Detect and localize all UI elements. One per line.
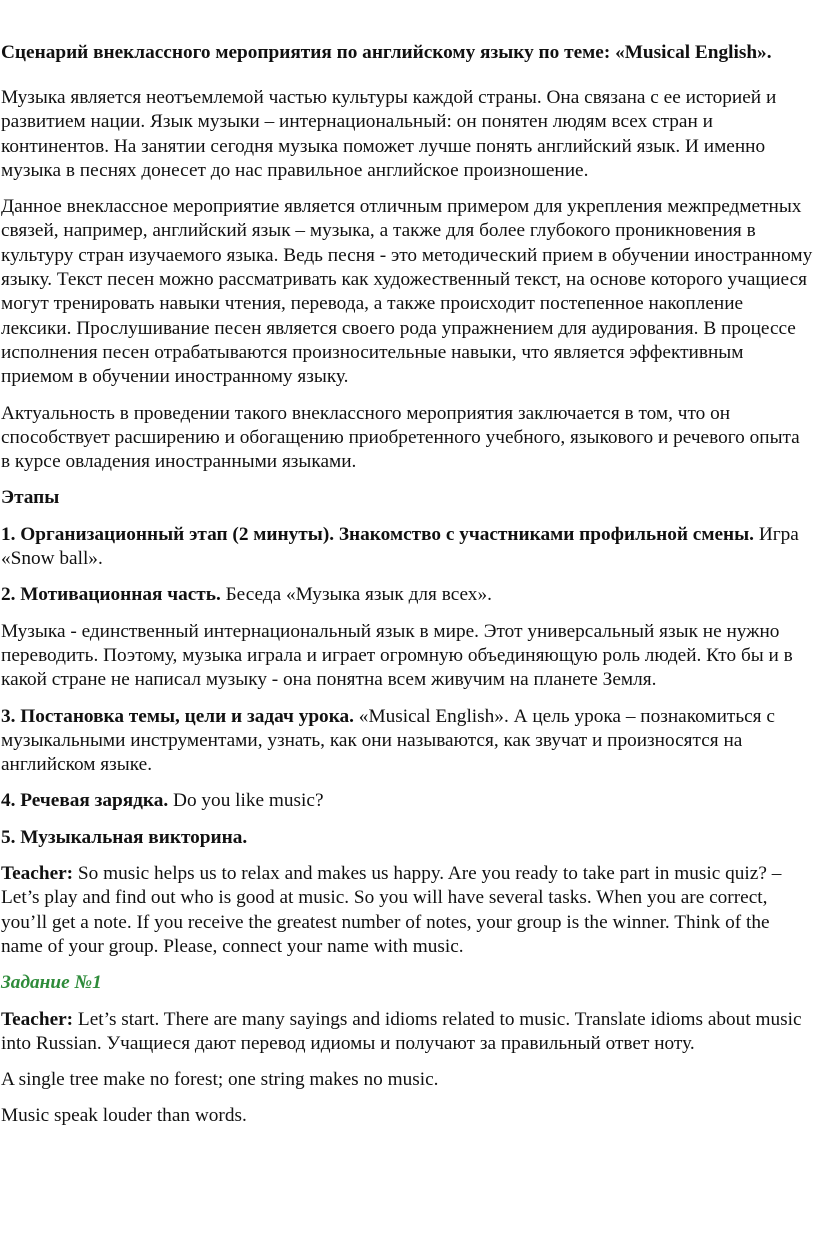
document-page bbox=[1, 40, 813, 1141]
document-title: Сценарий внеклассного мероприятия по английскому языку по теме: «Musical English». bbox=[1, 42, 772, 63]
stage-2: 2. Мотивационная часть. Беседа «Музыка язык для всех». bbox=[1, 584, 492, 606]
intro-paragraph: Актуальность в проведении такого внеклассного мероприятия заключается в том, что он способствует расширению и обогащению приобретенного учебного, языкового и речевого опыта в курсе овладения иностранными языками. bbox=[1, 402, 800, 473]
intro-paragraph: Данное внеклассное мероприятие является отличным примером для укрепления межпредметных связей, например, английский язык – музыка, а также для более глубокого проникновения в культуру стран изучаемого языка. Ведь песня - это методический прием в обучении иностранному языку. Текст песен можно рассматривать как художественный текст, на основе которого учащиеся могут тренировать навыки чтения, перевода, а также происходит постепенное накопление лексики. Прослушивание песен является своего рода упражнением для аудирования. В процессе исполнения песен отрабатываются произносительные навыки, что является эффективным приемом в обучении иностранному языку. bbox=[1, 196, 813, 388]
music-paragraph: Музыка - единственный интернациональный язык в мире. Этот универсальный язык не нужно переводить. Поэтому, музыка играла и играет огромную объединяющую роль людей. Кто бы и в какой стране не написал музыку - она понятна всем живучим на планете Земля. bbox=[1, 620, 793, 691]
stage-4: 4. Речевая зарядка. Do you like music? bbox=[1, 790, 324, 812]
idiom-item: A single tree make no forest; one string makes no music. bbox=[1, 1069, 439, 1091]
stage-1: 1. Организационный этап (2 минуты). Знакомство с участниками профильной смены. Игра «Snow ball». bbox=[1, 523, 799, 570]
stage-5: 5. Музыкальная викторина. bbox=[1, 826, 248, 848]
teacher-paragraph: Teacher: So music helps us to relax and makes us happy. Are you ready to take part in music quiz? – Let’s play and find out who is good at music. So you will have several tasks. When you are correct, you’ll get a note. If you receive the greatest number of notes, your group is the winner. Think of the name of your group. Please, connect your name with music. bbox=[1, 863, 782, 957]
task-1-heading: Задание №1 bbox=[1, 972, 102, 994]
intro-paragraph: Музыка является неотъемлемой частью культуры каждой страны. Она связана с ее историей и развитием нации. Язык музыки – интернациональный: он понятен людям всех стран и континентов. На занятии сегодня музыка поможет лучше понять английский язык. И именно музыка в песнях донесет до нас правильное английское произношение. bbox=[1, 87, 777, 181]
teacher-paragraph: Teacher: Let’s start. There are many sayings and idioms related to music. Translate idioms about music into Russian. Учащиеся дают перевод идиомы и получают за правильный ответ ноту. bbox=[1, 1008, 802, 1054]
stages-heading: Этапы bbox=[1, 487, 60, 509]
stage-3: 3. Постановка темы, цели и задач урока. «Musical English». А цель урока – познакомиться с музыкальными инструментами, узнать, как они называются, как звучат и произносятся на английском языке. bbox=[1, 705, 775, 776]
idiom-item: Music speak louder than words. bbox=[1, 1105, 247, 1127]
